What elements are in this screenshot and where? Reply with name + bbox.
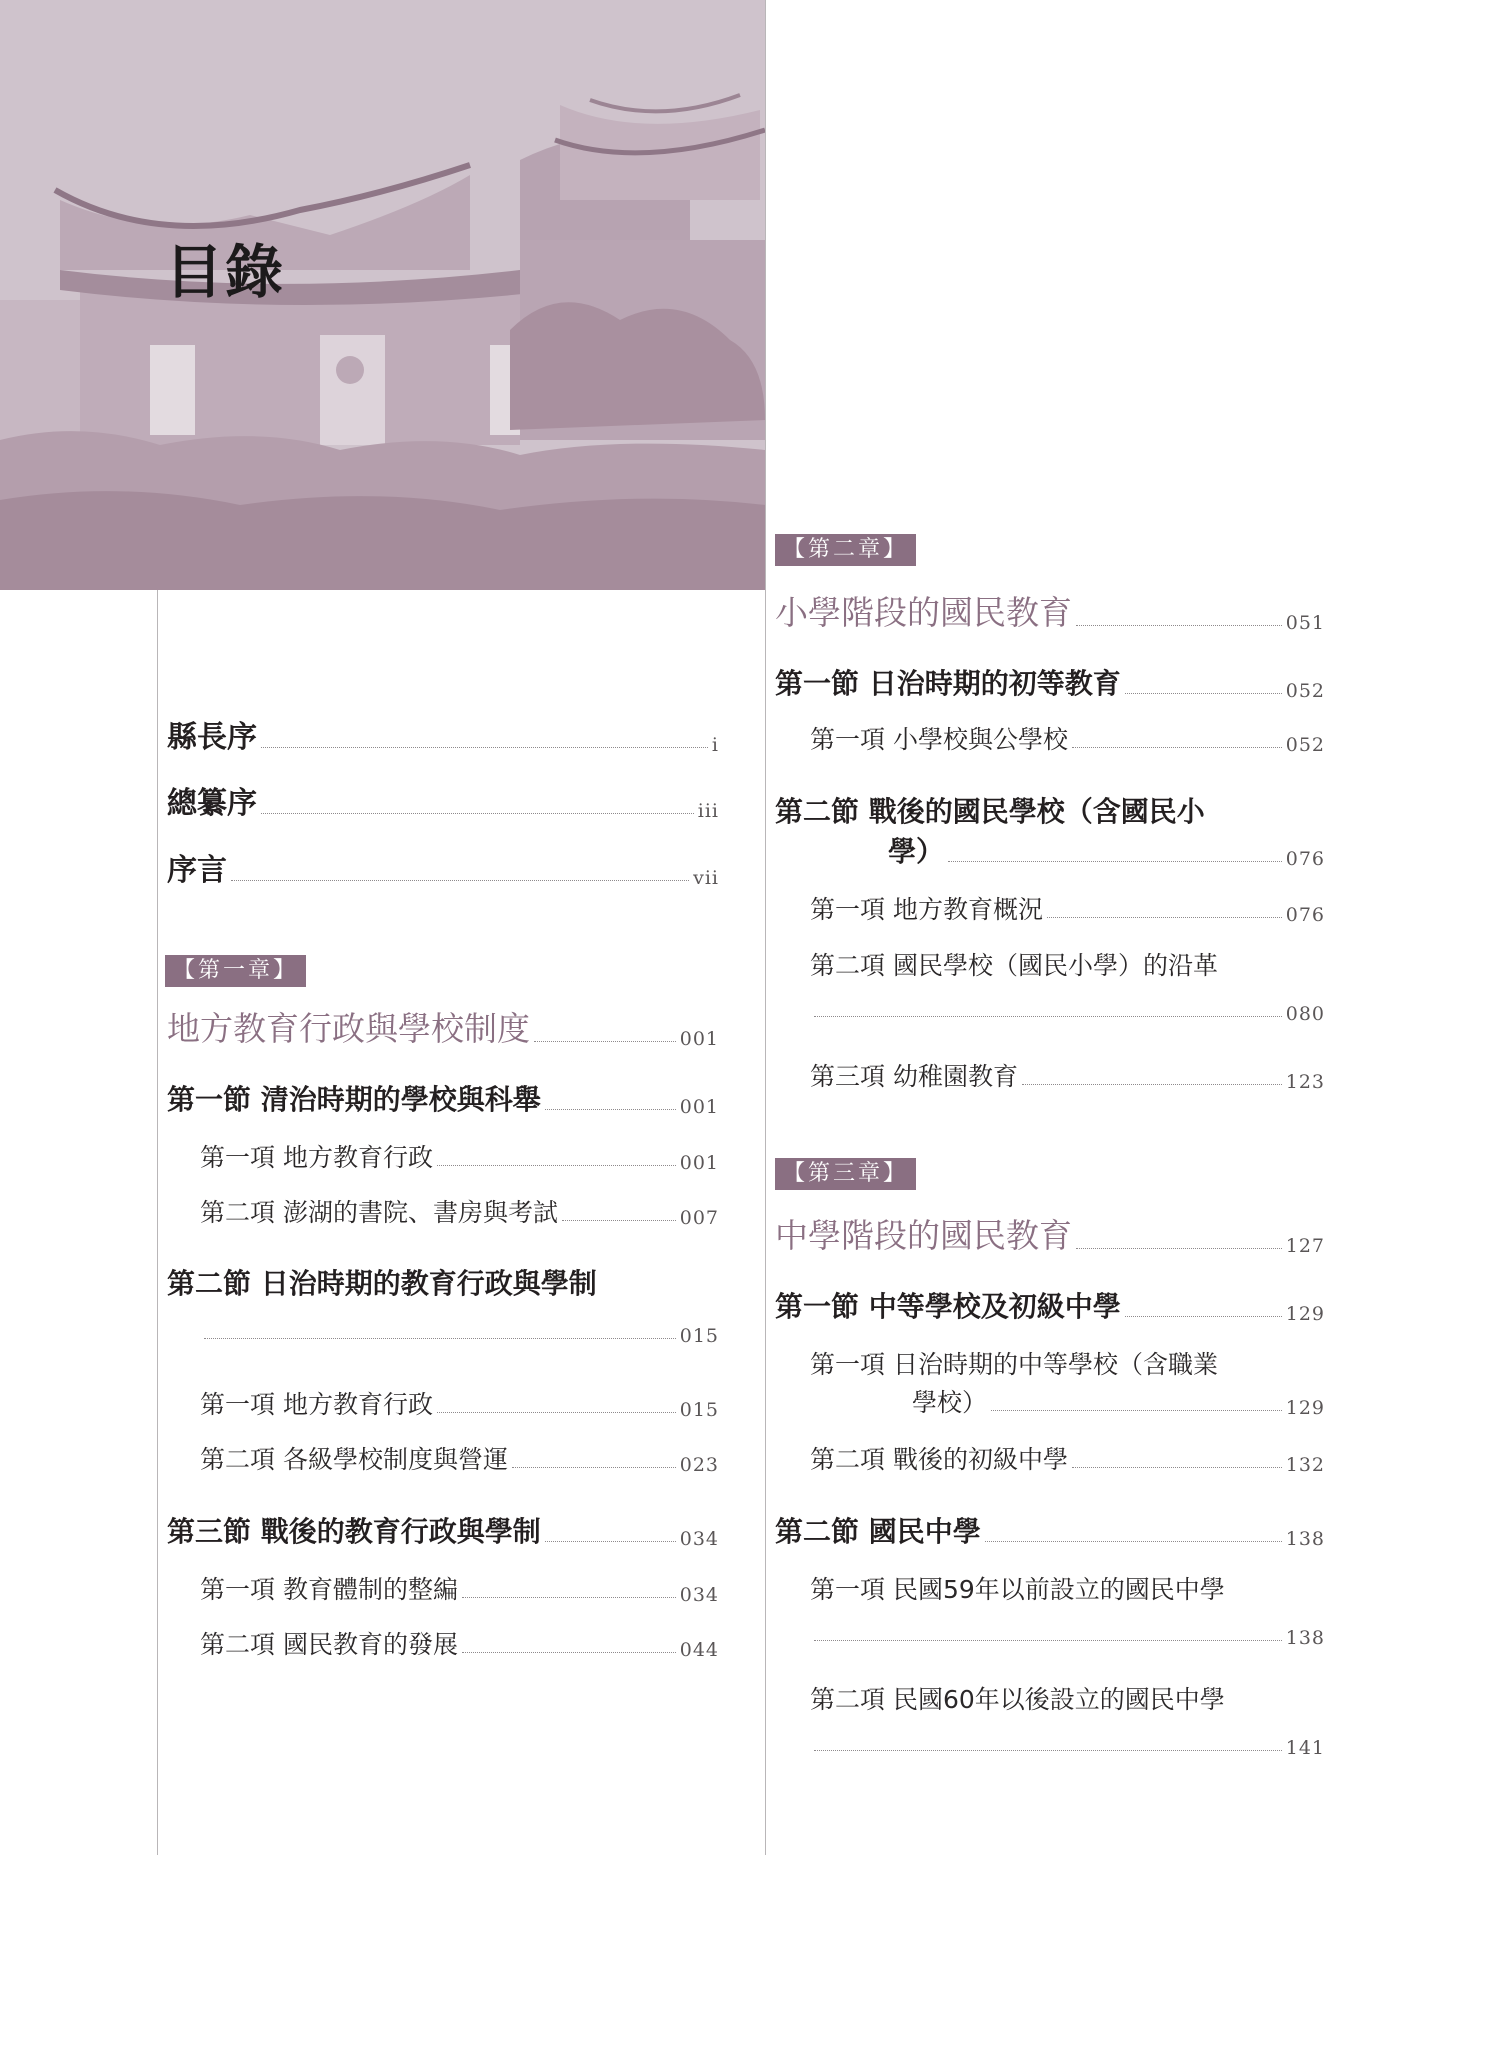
section-title[interactable]: 第二節 戰後的國民學校（含國民小 <box>775 795 1205 828</box>
page-number: 023 <box>679 1454 719 1476</box>
page-number: 138 <box>1285 1627 1325 1649</box>
page-number: iii <box>697 800 719 822</box>
page-number: 052 <box>1285 734 1325 756</box>
item-title: 第一項 地方教育行政 <box>200 1390 433 1419</box>
dot-leader <box>261 813 694 814</box>
dot-leader <box>948 861 1282 862</box>
toc-entry-item[interactable] <box>810 1057 1325 1093</box>
chapter-title: 小學階段的國民教育 <box>775 593 1072 632</box>
dot-leader <box>985 1541 1282 1542</box>
chapter-title: 地方教育行政與學校制度 <box>167 1009 530 1048</box>
page-number: 007 <box>679 1207 719 1229</box>
item-title[interactable]: 第一項 日治時期的中等學校（含職業 <box>810 1350 1218 1379</box>
page-number: 076 <box>1285 848 1325 870</box>
toc-entry-section[interactable] <box>167 1078 719 1118</box>
dot-leader <box>562 1220 676 1221</box>
toc-entry-section[interactable] <box>775 1510 1325 1550</box>
page-number: 080 <box>1285 1003 1325 1025</box>
dot-leader <box>231 880 689 881</box>
left-column-rule <box>157 590 158 1855</box>
entry-title: 縣長序 <box>167 720 257 755</box>
section-title: 第三節 戰後的教育行政與學制 <box>167 1515 541 1548</box>
dot-leader <box>1047 917 1282 918</box>
page-number: 001 <box>679 1028 719 1050</box>
page-number: i <box>711 734 719 756</box>
toc-entry-continuation[interactable] <box>810 1627 1325 1649</box>
item-title: 第三項 幼稚園教育 <box>810 1062 1018 1091</box>
item-title[interactable]: 第一項 民國59年以前設立的國民中學 <box>810 1575 1225 1604</box>
entry-title: 總纂序 <box>167 786 257 821</box>
dot-leader <box>512 1467 676 1468</box>
item-title: 第二項 各級學校制度與營運 <box>200 1445 508 1474</box>
toc-entry-preface[interactable] <box>167 845 719 889</box>
dot-leader <box>1125 1316 1282 1317</box>
page-number: 015 <box>679 1399 719 1421</box>
item-title[interactable]: 第二項 國民學校（國民小學）的沿革 <box>810 951 1218 980</box>
temple-illustration <box>0 0 765 590</box>
page-title: 目錄 <box>165 238 286 306</box>
toc-entry-item[interactable] <box>200 1625 719 1661</box>
header-banner <box>0 0 765 590</box>
page-number: 001 <box>679 1152 719 1174</box>
chapter-tag: 【第二章】 <box>775 534 916 566</box>
page-number: 141 <box>1285 1737 1325 1759</box>
page-number: 051 <box>1285 612 1325 634</box>
page-number: 044 <box>679 1639 719 1661</box>
dot-leader <box>204 1338 676 1339</box>
toc-entry-item[interactable] <box>200 1440 719 1476</box>
dot-leader <box>1125 693 1282 694</box>
page-number: 123 <box>1285 1071 1325 1093</box>
item-title: 第一項 地方教育行政 <box>200 1143 433 1172</box>
center-column-rule <box>765 0 766 1855</box>
toc-entry-item[interactable] <box>200 1138 719 1174</box>
section-title: 第一節 日治時期的初等教育 <box>775 667 1121 700</box>
section-title: 第一節 中等學校及初級中學 <box>775 1290 1121 1323</box>
chapter-tag: 【第一章】 <box>165 955 306 987</box>
section-title: 第二節 國民中學 <box>775 1515 981 1548</box>
page-number: 132 <box>1285 1454 1325 1476</box>
dot-leader <box>1072 1467 1282 1468</box>
dot-leader <box>462 1652 676 1653</box>
toc-entry-section-continuation[interactable] <box>888 830 1325 870</box>
page-number: 034 <box>679 1584 719 1606</box>
dot-leader <box>437 1165 676 1166</box>
toc-entry-continuation[interactable] <box>810 1003 1325 1025</box>
toc-entry-item[interactable] <box>810 1440 1325 1476</box>
item-title: 第一項 小學校與公學校 <box>810 725 1068 754</box>
chapter-title: 中學階段的國民教育 <box>775 1216 1072 1255</box>
item-title: 第二項 澎湖的書院、書房與考試 <box>200 1198 558 1227</box>
dot-leader <box>1076 1248 1282 1249</box>
section-title: 第一節 清治時期的學校與科舉 <box>167 1083 541 1116</box>
dot-leader <box>261 747 708 748</box>
dot-leader <box>534 1041 676 1042</box>
dot-leader <box>991 1410 1282 1411</box>
page-number: 129 <box>1285 1303 1325 1325</box>
toc-entry-section[interactable] <box>775 662 1325 702</box>
dot-leader <box>814 1640 1282 1641</box>
dot-leader <box>545 1541 676 1542</box>
page-number: 052 <box>1285 680 1325 702</box>
toc-entry-chapter[interactable] <box>775 587 1325 634</box>
page-number: 138 <box>1285 1528 1325 1550</box>
dot-leader <box>545 1109 676 1110</box>
page-number: 034 <box>679 1528 719 1550</box>
toc-entry-item[interactable] <box>810 890 1325 926</box>
dot-leader <box>814 1750 1282 1751</box>
dot-leader <box>1076 625 1282 626</box>
page-number: 076 <box>1285 904 1325 926</box>
item-title: 第一項 地方教育概況 <box>810 895 1043 924</box>
toc-entry-chapter[interactable] <box>775 1210 1325 1257</box>
page-number: 127 <box>1285 1235 1325 1257</box>
item-title: 第二項 戰後的初級中學 <box>810 1445 1068 1474</box>
toc-entry-item[interactable] <box>200 1570 719 1606</box>
item-title-continued: 學校） <box>912 1388 988 1417</box>
page-number: 001 <box>679 1096 719 1118</box>
toc-entry-chapter[interactable] <box>167 1003 719 1050</box>
page-number: 129 <box>1285 1397 1325 1419</box>
dot-leader <box>437 1412 676 1413</box>
item-title: 第一項 教育體制的整編 <box>200 1575 458 1604</box>
toc-entry-preface[interactable] <box>167 712 719 756</box>
dot-leader <box>1022 1084 1282 1085</box>
toc-entry-continuation[interactable] <box>810 1737 1325 1759</box>
entry-title: 序言 <box>167 853 227 888</box>
toc-entry-preface[interactable] <box>167 778 719 822</box>
dot-leader <box>462 1597 676 1598</box>
dot-leader <box>1072 747 1282 748</box>
toc-entry-continuation[interactable] <box>200 1325 719 1347</box>
page-number: vii <box>693 867 719 889</box>
dot-leader <box>814 1016 1282 1017</box>
toc-entry-section[interactable] <box>167 1510 719 1550</box>
item-title[interactable]: 第二項 民國60年以後設立的國民中學 <box>810 1685 1225 1714</box>
toc-entry-item[interactable] <box>200 1385 719 1421</box>
toc-entry-item[interactable] <box>200 1193 719 1229</box>
section-title-continued: 學） <box>888 835 945 868</box>
page-number: 015 <box>679 1325 719 1347</box>
toc-entry-item[interactable] <box>810 720 1325 756</box>
section-title[interactable]: 第二節 日治時期的教育行政與學制 <box>167 1267 597 1300</box>
item-title: 第二項 國民教育的發展 <box>200 1630 458 1659</box>
toc-entry-item-continuation[interactable] <box>912 1383 1325 1419</box>
chapter-tag: 【第三章】 <box>775 1158 916 1190</box>
toc-entry-section[interactable] <box>775 1285 1325 1325</box>
